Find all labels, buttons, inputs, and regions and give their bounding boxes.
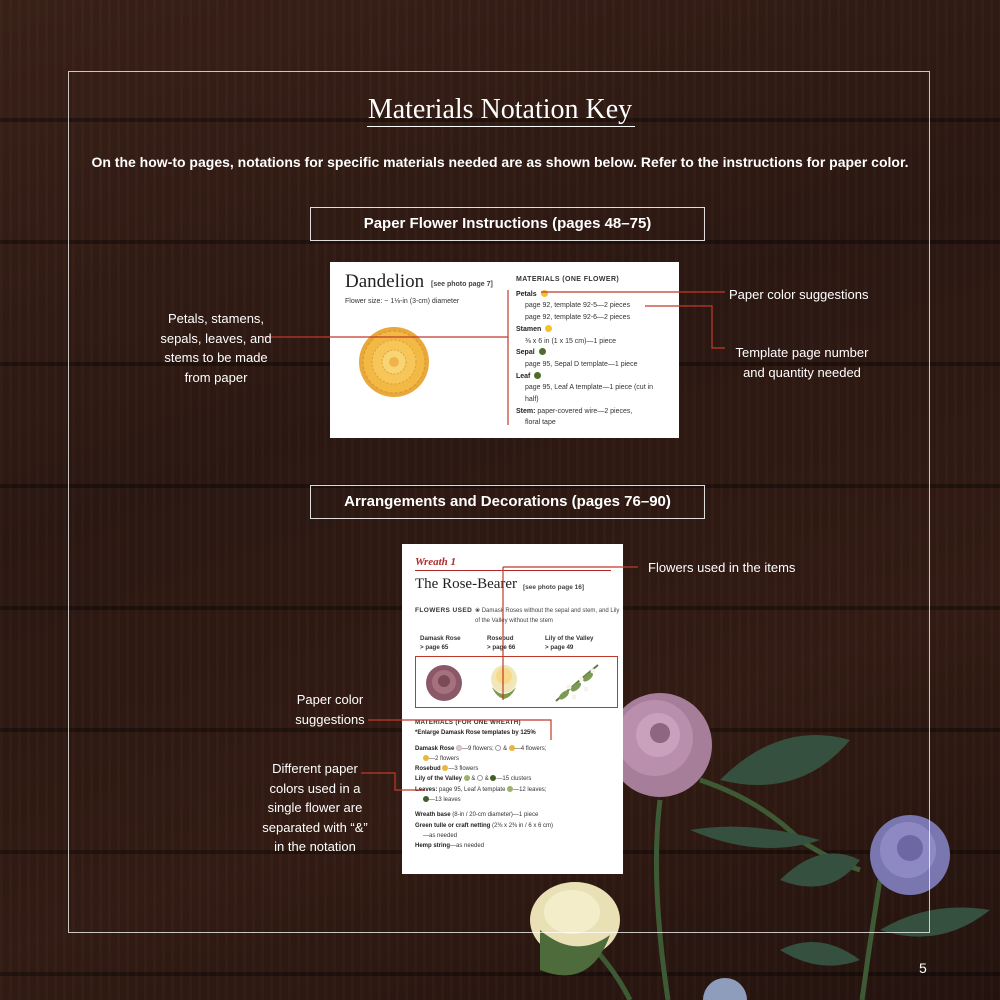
damask-qty-2: —4 flowers; [514,745,547,752]
dandelion-title: Dandelion [345,271,425,292]
stamen-label: Stamen [516,325,542,333]
petals-line-1: page 92, template 92-5—2 pieces [525,302,631,310]
callout-line-template [645,306,725,348]
rosebud-qty: —3 flowers [448,766,479,773]
dandelion-see-photo: [see photo page 7] [431,281,493,288]
callout-line-flowers-used [503,567,638,700]
materials-heading: MATERIALS (ONE FLOWER) [516,276,620,283]
damask-qty-1: —9 flowers; [462,745,494,752]
tulle-qty: —as needed [423,832,458,839]
stem-label: Stem: [516,407,536,415]
page-number: 5 [919,960,927,976]
intro-text: On the how-to pages, notations for specific materials needed are as shown below. Refer to the instructions for paper color. [91,154,909,170]
leaves-qty-2: —13 leaves [429,797,461,804]
callout-line: suggestions [295,711,365,727]
flower-name: Lily of the Valley [545,635,594,642]
lily-amp-2: & [484,776,489,783]
leaves-label: Leaves: [415,786,438,793]
flower-page: > page 49 [545,644,574,651]
flowers-used-label: FLOWERS USED [415,607,473,614]
callout-line: Paper color [296,692,364,707]
callout-line: single flower are [267,800,363,815]
leaf-line-1: page 95, Leaf A template—1 piece (cut in [525,384,654,392]
callout-line: Petals, stamens, [167,311,265,326]
callout-line: in the notation [274,839,356,854]
sepal-label: Sepal [516,349,535,357]
flower-page: > page 65 [420,644,449,651]
wreath-base-qty: (8-in / 20-cm diameter)—1 piece [452,812,539,819]
callout-line: sepals, leaves, and [160,330,272,346]
petals-line-2: page 92, template 92-6—2 pieces [525,314,631,322]
callout-line: colors used in a [269,780,361,796]
callout-line: Different paper [272,761,358,776]
stem-line-1: paper-covered wire—2 pieces, [537,407,633,415]
petals-label: Petals [516,290,537,298]
flower-name: Damask Rose [420,635,461,642]
section-arrangements-decorations: Arrangements and Decorations (pages 76–90) [310,485,705,519]
flower-page: > page 66 [487,644,516,651]
section-paper-flower-instructions: Paper Flower Instructions (pages 48–75) [310,207,705,241]
rosebud-label: Rosebud [415,766,441,773]
lily-qty: —15 clusters [496,776,532,783]
enlarge-note: *Enlarge Damask Rose templates by 125% [415,730,536,737]
materials-heading: MATERIALS (FOR ONE WREATH) [415,719,521,726]
callout-flowers-used: Flowers used in the items [648,560,796,575]
hemp-qty: —as needed [450,843,485,850]
leaves-template: page 95, Leaf A template [439,786,506,793]
callout-petals-from-paper [150,309,282,387]
hemp-label: Hemp string [415,843,451,850]
page-title: Materials Notation Key [367,94,633,125]
leaf-label: Leaf [516,372,531,380]
lily-label: Lily of the Valley [415,776,463,783]
callout-paper-color-suggestions-2 [282,690,378,729]
callout-paper-color-suggestions: Paper color suggestions [729,287,869,302]
wreath-base-label: Wreath base [415,812,451,819]
tulle-size: (2⅜ x 2⅜ in / 6 x 6 cm) [492,822,554,829]
damask-label: Damask Rose [415,745,455,752]
callout-different-colors [255,759,375,857]
rose-bearer-see-photo: [see photo page 16] [523,584,585,591]
rose-bearer-title: The Rose-Bearer [415,576,518,592]
leaves-qty-1: —12 leaves; [513,786,547,793]
dandelion-flower-size: Flower size: ~ 1⅛-in (3-cm) diameter [345,298,460,305]
stamen-line-1: ⅜ x 6 in (1 x 15 cm)—1 piece [525,337,617,345]
damask-qty-3: —2 flowers [429,755,460,762]
callout-line: Template page number [735,345,869,360]
callout-line: stems to be made [164,350,268,365]
callout-line: separated with “&” [262,819,368,835]
damask-amp: & [503,745,508,752]
callout-line-paper-color-2 [368,720,551,740]
wreath-label: Wreath 1 [415,556,457,568]
lily-amp-1: & [471,776,476,783]
tulle-label: Green tulle or craft netting [415,822,491,829]
sepal-line-1: page 95, Sepal D template—1 piece [525,360,638,368]
flowers-used-text: ❀ Damask Roses without the sepal and stem, and Lily of the Valley without the stem [475,608,620,624]
leaf-line-2: half) [525,396,539,404]
callout-line: and quantity needed [743,364,861,380]
callout-template-page [727,343,877,382]
flower-name: Rosebud [487,635,514,642]
callout-line: from paper [184,369,248,385]
stem-line-2: floral tape [525,419,556,427]
